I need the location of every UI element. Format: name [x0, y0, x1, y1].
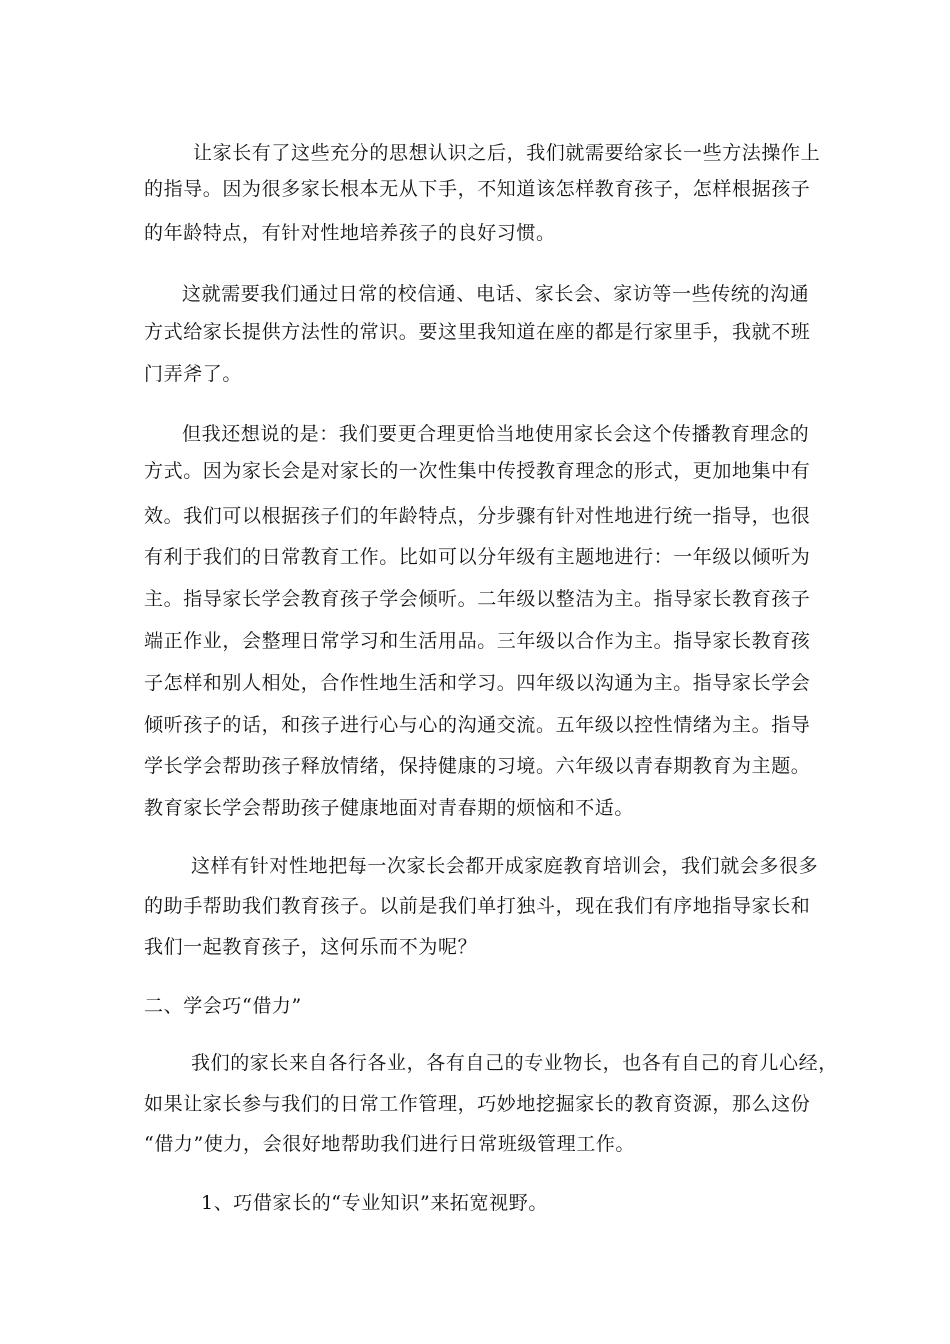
paragraph-3-line-8: 倾听孩子的话，和孩子进行心与心的沟通交流。五年级以控性情绪为主。指导 [144, 714, 811, 736]
paragraph-1-line-1: 让家长有了这些充分的思想认识之后，我们就需要给家长一些方法操作上 [193, 142, 821, 164]
paragraph-3-line-7: 子怎样和别人相处，合作性地生活和学习。四年级以沟通为主。指导家长学会 [144, 672, 811, 694]
paragraph-3-line-6: 端正作业，会整理日常学习和生活用品。三年级以合作为主。指导家长教育孩 [144, 630, 811, 652]
paragraph-2-line-3: 门弄斧了。 [144, 363, 243, 385]
section-heading: 二、学会巧“借力” [144, 995, 302, 1017]
paragraph-3-line-1: 但我还想说的是：我们要更合理更恰当地使用家长会这个传播教育理念的 [182, 423, 810, 445]
paragraph-2-line-1: 这就需要我们通过日常的校信通、电话、家长会、家访等一些传统的沟通 [182, 283, 810, 305]
paragraph-5-line-3: “借力”使力，会很好地帮助我们进行日常班级管理工作。 [144, 1133, 636, 1155]
paragraph-3-line-10: 教育家长学会帮助孩子健康地面对青春期的烦恼和不适。 [144, 797, 635, 819]
sub-item-1: 1、巧借家长的“专业知识”来拓宽视野。 [201, 1192, 548, 1214]
paragraph-5-line-2: 如果让家长参与我们的日常工作管理，巧妙地挖掘家长的教育资源，那么这份 [144, 1093, 811, 1115]
paragraph-3-line-4: 有利于我们的日常教育工作。比如可以分年级有主题地进行：一年级以倾听为 [144, 546, 811, 568]
paragraph-5-line-1: 我们的家长来自各行各业，各有自己的专业物长，也各有自己的育儿心经， [191, 1052, 838, 1074]
paragraph-3-line-3: 效。我们可以根据孩子们的年龄特点，分步骤有针对性地进行统一指导，也很 [144, 505, 811, 527]
paragraph-1-line-2: 的指导。因为很多家长根本无从下手，不知道该怎样教育孩子，怎样根据孩子 [144, 178, 811, 200]
paragraph-4-line-1: 这样有针对性地把每一次家长会都开成家庭教育培训会，我们就会多很多 [191, 855, 819, 877]
paragraph-3-line-2: 方式。因为家长会是对家长的一次性集中传授教育理念的形式，更加地集中有 [144, 460, 811, 482]
paragraph-3-line-5: 主。指导家长学会教育孩子学会倾听。二年级以整洁为主。指导家长教育孩子 [144, 588, 811, 610]
paragraph-4-line-3: 我们一起教育孩子，这何乐而不为呢？ [144, 936, 478, 958]
paragraph-3-line-9: 学长学会帮助孩子释放情绪，保持健康的习境。六年级以青春期教育为主题。 [144, 755, 811, 777]
paragraph-2-line-2: 方式给家长提供方法性的常识。要这里我知道在座的都是行家里手，我就不班 [144, 321, 811, 343]
paragraph-4-line-2: 的助手帮助我们教育孩子。以前是我们单打独斗，现在我们有序地指导家长和 [144, 895, 811, 917]
paragraph-1-line-3: 的年龄特点，有针对性地培养孩子的良好习惯。 [144, 222, 556, 244]
